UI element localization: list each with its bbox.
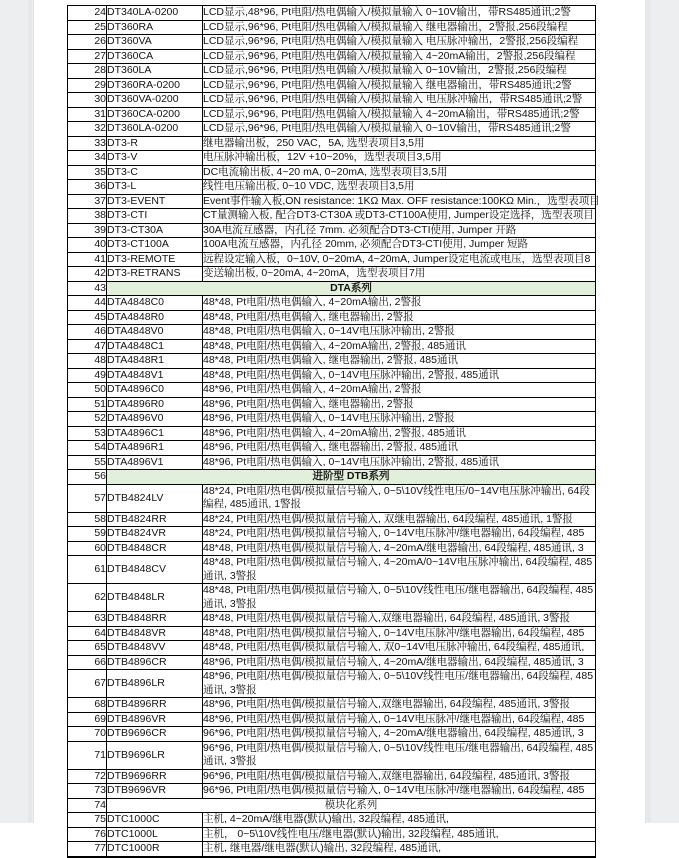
row-number-cell: 67 <box>68 670 107 698</box>
description-cell: 48*24, Pt电阻/热电偶/模拟量信号输入, 0~5\10V线性电压/0~14V电压脉冲输出, 64段编程, 485通讯, 1警报 <box>203 484 596 512</box>
table-row <box>68 712 596 727</box>
row-number-cell: 39 <box>68 223 107 238</box>
page-left-margin <box>0 0 34 823</box>
model-cell: DT360LA-0200 <box>107 122 203 137</box>
description-cell: LCD显示,48*96, Pt电阻/热电偶输入/模拟量输入 0~10V输出，带RS485通讯;2警 <box>203 6 596 21</box>
model-cell: DTB4848LR <box>107 584 203 612</box>
description-cell: 48*24, Pt电阻/热电偶/模拟量信号输入, 0~14V电压脉冲/继电器输出, 64段编程, 485 <box>203 527 596 542</box>
model-cell: DT360VA <box>107 35 203 50</box>
row-number-cell: 30 <box>68 93 107 108</box>
row-number-cell: 37 <box>68 194 107 209</box>
table-row <box>68 180 596 195</box>
row-number-cell: 45 <box>68 310 107 325</box>
model-cell: DTA4848R1 <box>107 354 203 369</box>
row-number-cell: 27 <box>68 49 107 64</box>
description-cell: 30A电流互感器，内孔径 7mm. 必须配合DT3-CTI使用, Jumper 开路 <box>203 223 596 238</box>
table-row <box>68 6 596 21</box>
model-cell: DTA4896R0 <box>107 397 203 412</box>
table-row <box>68 641 596 656</box>
model-cell: DTB4848CR <box>107 541 203 556</box>
table-row <box>68 397 596 412</box>
model-cell: DTA4848C0 <box>107 296 203 311</box>
model-cell: DTB9696RR <box>107 769 203 784</box>
row-number-cell: 32 <box>68 122 107 137</box>
row-number-cell: 34 <box>68 151 107 166</box>
description-cell: Event事件输入板,ON resistance: 1KΩ Max. OFF resistance:100KΩ Min.，选型表项目 <box>203 194 600 207</box>
description-cell: 48*48, Pt电阻/热电偶/模拟量信号输入, 0~5\10V线性电压/继电器输出, 64段编程, 485通讯, 3警报 <box>203 584 596 612</box>
model-cell: DTC1000C <box>107 813 203 828</box>
row-number-cell: 33 <box>68 136 107 151</box>
row-number-cell: 75 <box>68 813 107 828</box>
table-row <box>68 626 596 641</box>
model-cell: DT3-L <box>107 180 203 195</box>
model-cell: DTB9696VR <box>107 784 203 799</box>
section-header-row <box>68 281 596 296</box>
description-cell: 主机, 4~20mA/继电器(默认)输出, 32段编程, 485通讯, <box>203 813 596 828</box>
table-row <box>68 310 596 325</box>
table-row <box>68 727 596 742</box>
description-cell: 线性电压输出板, 0~10 VDC, 选型表项目3,5用 <box>203 180 596 195</box>
model-cell: DT3-RETRANS <box>107 267 203 282</box>
description-cell: DC电流输出板, 4~20 mA, 0~20mA, 选型表项目3,5用 <box>203 165 596 180</box>
table-row <box>68 49 596 64</box>
model-cell: DTA4848V0 <box>107 325 203 340</box>
row-number-cell: 65 <box>68 641 107 656</box>
model-cell: DTA4848V1 <box>107 368 203 383</box>
table-row <box>68 741 596 769</box>
model-cell: DT3-C <box>107 165 203 180</box>
model-cell: DT3-CT30A <box>107 223 203 238</box>
row-number-cell: 62 <box>68 584 107 612</box>
table-row <box>68 484 596 512</box>
model-cell: DTA4896V1 <box>107 455 203 470</box>
description-cell: 48*96, Pt电阻/热电偶输入, 4~20mA输出, 2警报 <box>203 383 596 398</box>
model-cell: DTB4824RR <box>107 512 203 527</box>
table-row <box>68 107 596 122</box>
model-cell: DT3-CTI <box>107 209 203 224</box>
description-cell: 48*24, Pt电阻/热电偶/模拟量信号输入, 双继电器输出, 64段编程, 485通讯, 1警报 <box>203 512 596 527</box>
row-number-cell: 61 <box>68 556 107 584</box>
row-number-cell: 57 <box>68 484 107 512</box>
description-cell: 48*96, Pt电阻/热电偶/模拟量信号输入, 0~5\10V线性电压/继电器输出, 64段编程, 485通讯, 3警报 <box>203 670 596 698</box>
table-row <box>68 455 596 470</box>
description-cell: 48*48, Pt电阻/热电偶输入, 继电器输出, 2警报, 485通讯 <box>203 354 596 369</box>
table-row <box>68 35 596 50</box>
description-cell: 48*48, Pt电阻/热电偶/模拟量信号输入, 双0~14V电压脉冲输出, 64段编程, 485通讯, <box>203 641 596 656</box>
table-row <box>68 383 596 398</box>
section-header-row <box>68 798 596 813</box>
description-cell: 96*96, Pt电阻/热电偶/模拟量信号输入, 4~20mA/继电器输出, 64段编程, 485通讯, 3 <box>203 727 596 742</box>
description-cell: 变送输出板, 0~20mA, 4~20mA，选型表项目7用 <box>203 267 596 282</box>
description-cell: 48*96, Pt电阻/热电偶输入, 继电器输出, 2警报, 485通讯 <box>203 441 596 456</box>
section-title-cell: DTA系列 <box>107 281 596 296</box>
row-number-cell: 55 <box>68 455 107 470</box>
table-row <box>68 541 596 556</box>
model-cell: DTA4896C1 <box>107 426 203 441</box>
description-cell: LCD显示,96*96, Pt电阻/热电偶输入/模拟量输入 0~10V输出，2警报,256段编程 <box>203 64 596 79</box>
model-cell: DTA4848R0 <box>107 310 203 325</box>
table-row <box>68 209 596 224</box>
table-row <box>68 655 596 670</box>
row-number-cell: 36 <box>68 180 107 195</box>
table-row <box>68 698 596 713</box>
description-cell: 48*48, Pt电阻/热电偶输入, 4~20mA输出, 2警报, 485通讯 <box>203 339 596 354</box>
table-row <box>68 670 596 698</box>
table-row <box>68 93 596 108</box>
row-number-cell: 24 <box>68 6 107 21</box>
row-number-cell: 72 <box>68 769 107 784</box>
description-cell: 96*96, Pt电阻/热电偶/模拟量信号输入, 0~5\10V线性电压/继电器输出, 64段编程, 485通讯, 3警报 <box>203 741 596 769</box>
row-number-cell: 77 <box>68 842 107 857</box>
model-cell: DTB9696LR <box>107 741 203 769</box>
row-number-cell: 64 <box>68 626 107 641</box>
description-cell: LCD显示,96*96, Pt电阻/热电偶输入/模拟量输入 0~10V输出，带RS485通讯;2警 <box>203 122 596 137</box>
description-cell: 48*96, Pt电阻/热电偶输入, 继电器输出, 2警报 <box>203 397 596 412</box>
table-row <box>68 769 596 784</box>
description-cell: 48*48, Pt电阻/热电偶输入, 0~14V电压脉冲输出, 2警报 <box>203 325 596 340</box>
description-cell: LCD显示,96*96, Pt电阻/热电偶输入/模拟量输入 电压脉冲输出，2警报,256段编程 <box>203 35 596 50</box>
table-row <box>68 267 596 282</box>
row-number-cell: 60 <box>68 541 107 556</box>
table-row <box>68 426 596 441</box>
row-number-cell: 53 <box>68 426 107 441</box>
description-cell: LCD显示,96*96, Pt电阻/热电偶输入/模拟量输入 4~20mA输出，2警报,256段编程 <box>203 49 596 64</box>
row-number-cell: 66 <box>68 655 107 670</box>
model-cell: DT360RA <box>107 20 203 35</box>
model-cell: DTB4896RR <box>107 698 203 713</box>
description-cell: 48*96, Pt电阻/热电偶输入, 0~14V电压脉冲输出, 2警报, 485通讯 <box>203 455 596 470</box>
model-cell: DTC1000L <box>107 827 203 842</box>
table-row <box>68 151 596 166</box>
row-number-cell: 48 <box>68 354 107 369</box>
table-row <box>68 223 596 238</box>
row-number-cell: 73 <box>68 784 107 799</box>
row-number-cell: 68 <box>68 698 107 713</box>
row-number-cell: 71 <box>68 741 107 769</box>
row-number-cell: 26 <box>68 35 107 50</box>
model-cell: DT360RA-0200 <box>107 78 203 93</box>
row-number-cell: 52 <box>68 412 107 427</box>
model-cell: DT360LA <box>107 64 203 79</box>
table-row <box>68 512 596 527</box>
table-row <box>68 325 596 340</box>
table-row <box>68 354 596 369</box>
row-number-cell: 74 <box>68 798 107 813</box>
row-number-cell: 25 <box>68 20 107 35</box>
description-cell: 48*96, Pt电阻/热电偶输入, 4~20mA输出, 2警报, 485通讯 <box>203 426 596 441</box>
model-cell: DT3-V <box>107 151 203 166</box>
table-row <box>68 20 596 35</box>
table-row <box>68 194 596 209</box>
table-row <box>68 368 596 383</box>
description-cell: 48*48, Pt电阻/热电偶输入, 继电器输出, 2警报 <box>203 310 596 325</box>
row-number-cell: 76 <box>68 827 107 842</box>
table-row <box>68 136 596 151</box>
description-cell: 48*48, Pt电阻/热电偶/模拟量信号输入, 0~14V电压脉冲/继电器输出, 64段编程, 485 <box>203 626 596 641</box>
row-number-cell: 46 <box>68 325 107 340</box>
description-cell: LCD显示,96*96, Pt电阻/热电偶输入/模拟量输入 继电器输出，带RS485通讯;2警 <box>203 78 596 93</box>
table-row <box>68 556 596 584</box>
row-number-cell: 44 <box>68 296 107 311</box>
description-cell: 48*96, Pt电阻/热电偶输入, 0~14V电压脉冲输出, 2警报 <box>203 412 596 427</box>
table-row <box>68 339 596 354</box>
row-number-cell: 43 <box>68 281 107 296</box>
row-number-cell: 29 <box>68 78 107 93</box>
model-cell: DT3-EVENT <box>107 194 203 209</box>
description-cell: LCD显示,96*96, Pt电阻/热电偶输入/模拟量输入 4~20mA输出，带RS485通讯;2警 <box>203 107 596 122</box>
row-number-cell: 70 <box>68 727 107 742</box>
model-cell: DT3-R <box>107 136 203 151</box>
table-row <box>68 813 596 828</box>
model-cell: DTB4848VR <box>107 626 203 641</box>
model-cell: DTA4896V0 <box>107 412 203 427</box>
table-row <box>68 252 596 267</box>
row-number-cell: 54 <box>68 441 107 456</box>
description-cell: 主机, 继电器/继电器(默认)输出, 32段编程, 485通讯, <box>203 842 596 857</box>
model-cell: DT3-REMOTE <box>107 252 203 267</box>
product-table-body <box>68 6 600 857</box>
table-row <box>68 296 596 311</box>
row-number-cell: 41 <box>68 252 107 267</box>
model-cell: DTB4848RR <box>107 612 203 627</box>
row-number-cell: 49 <box>68 368 107 383</box>
table-row <box>68 78 596 93</box>
model-cell: DTB4824VR <box>107 527 203 542</box>
model-cell: DTB4848VV <box>107 641 203 656</box>
description-cell: 48*48, Pt电阻/热电偶/模拟量信号输入,双继电器输出, 64段编程, 485通讯, 3警报 <box>203 612 596 627</box>
row-number-cell: 50 <box>68 383 107 398</box>
model-cell: DTB9696CR <box>107 727 203 742</box>
row-number-cell: 59 <box>68 527 107 542</box>
model-cell: DTA4896C0 <box>107 383 203 398</box>
model-cell: DTB4896LR <box>107 670 203 698</box>
description-cell: 100A电流互感器，内孔径 20mm, 必须配合DT3-CTI使用, Jumper 短路 <box>203 238 596 253</box>
model-cell: DTA4896R1 <box>107 441 203 456</box>
table-row <box>68 784 596 799</box>
model-cell: DTB4848CV <box>107 556 203 584</box>
row-number-cell: 42 <box>68 267 107 282</box>
model-cell: DT3-CT100A <box>107 238 203 253</box>
row-number-cell: 40 <box>68 238 107 253</box>
description-cell: LCD显示,96*96, Pt电阻/热电偶输入/模拟量输入 继电器输出，2警报,256段编程 <box>203 20 596 35</box>
description-cell: 96*96, Pt电阻/热电偶/模拟量信号输入, 0~14V电压脉冲/继电器输出, 64段编程, 485 <box>203 784 596 799</box>
description-cell: 远程设定输入板，0~10V, 0~20mA, 4~20mA, Jumper设定电流或电压，选型表项目8 <box>203 252 596 267</box>
description-cell: 48*48, Pt电阻/热电偶/模拟量信号输入, 4~20mA/0~14V电压脉冲输出, 64段编程, 485通讯, 3警报 <box>203 556 596 584</box>
table-row <box>68 827 596 842</box>
model-cell: DTB4824LV <box>107 484 203 512</box>
table-row <box>68 527 596 542</box>
row-number-cell: 63 <box>68 612 107 627</box>
description-cell: 继电器输出板，250 VAC，5A, 选型表项目3,5用 <box>203 136 596 151</box>
description-cell: 48*96, Pt电阻/热电偶/模拟量信号输入,双继电器输出, 64段编程, 485通讯, 3警报 <box>203 698 596 713</box>
section-title-cell: 进阶型 DTB系列 <box>107 470 596 485</box>
table-row <box>68 165 596 180</box>
row-number-cell: 69 <box>68 712 107 727</box>
row-number-cell: 47 <box>68 339 107 354</box>
table-row <box>68 64 596 79</box>
section-header-row <box>68 470 596 485</box>
row-number-cell: 58 <box>68 512 107 527</box>
description-cell: CT量测输入板, 配合DT3-CT30A 或DT3-CT100A使用, Jumper设定选择，选型表项目 <box>203 209 594 222</box>
model-cell: DT360CA <box>107 49 203 64</box>
description-cell: 48*48, Pt电阻/热电偶输入, 4~20mA输出, 2警报 <box>203 296 596 311</box>
model-cell: DT360CA-0200 <box>107 107 203 122</box>
table-row <box>68 441 596 456</box>
page-right-margin <box>645 0 679 823</box>
model-cell: DTA4848C1 <box>107 339 203 354</box>
model-cell: DTB4896CR <box>107 655 203 670</box>
row-number-cell: 28 <box>68 64 107 79</box>
description-cell: 48*96, Pt电阻/热电偶/模拟量信号输入, 4~20mA/继电器输出, 64段编程, 485通讯, 3 <box>203 655 596 670</box>
description-cell: 电压脉冲输出板，12V +10~20%，选型表项目3,5用 <box>203 151 596 166</box>
row-number-cell: 35 <box>68 165 107 180</box>
table-row <box>68 238 596 253</box>
model-cell: DTC1000R <box>107 842 203 857</box>
row-number-cell: 51 <box>68 397 107 412</box>
description-cell: 主机， 0~5\10V线性电压/继电器(默认)输出, 32段编程, 485通讯, <box>203 827 596 842</box>
model-cell: DT360VA-0200 <box>107 93 203 108</box>
description-cell: LCD显示,96*96, Pt电阻/热电偶输入/模拟量输入 电压脉冲输出，带RS485通讯;2警 <box>203 93 596 108</box>
row-number-cell: 31 <box>68 107 107 122</box>
row-number-cell: 56 <box>68 470 107 485</box>
product-selection-table <box>67 5 600 858</box>
model-cell: DT340LA-0200 <box>107 6 203 21</box>
table-row <box>68 842 596 857</box>
row-number-cell: 38 <box>68 209 107 224</box>
description-cell: 48*48, Pt电阻/热电偶/模拟量信号输入, 4~20mA/继电器输出, 64段编程, 485通讯, 3 <box>203 541 596 556</box>
description-cell: 48*48, Pt电阻/热电偶输入, 0~14V电压脉冲输出, 2警报, 485通讯 <box>203 368 596 383</box>
model-cell: DTB4896VR <box>107 712 203 727</box>
description-cell: 48*96, Pt电阻/热电偶/模拟量信号输入, 0~14V电压脉冲/继电器输出, 64段编程, 485 <box>203 712 596 727</box>
description-cell: 96*96, Pt电阻/热电偶/模拟量信号输入,双继电器输出, 64段编程, 485通讯, 3警报 <box>203 769 596 784</box>
table-row <box>68 122 596 137</box>
table-row <box>68 584 596 612</box>
section-title-cell: 模块化系列 <box>107 798 596 813</box>
table-row <box>68 612 596 627</box>
table-row <box>68 412 596 427</box>
